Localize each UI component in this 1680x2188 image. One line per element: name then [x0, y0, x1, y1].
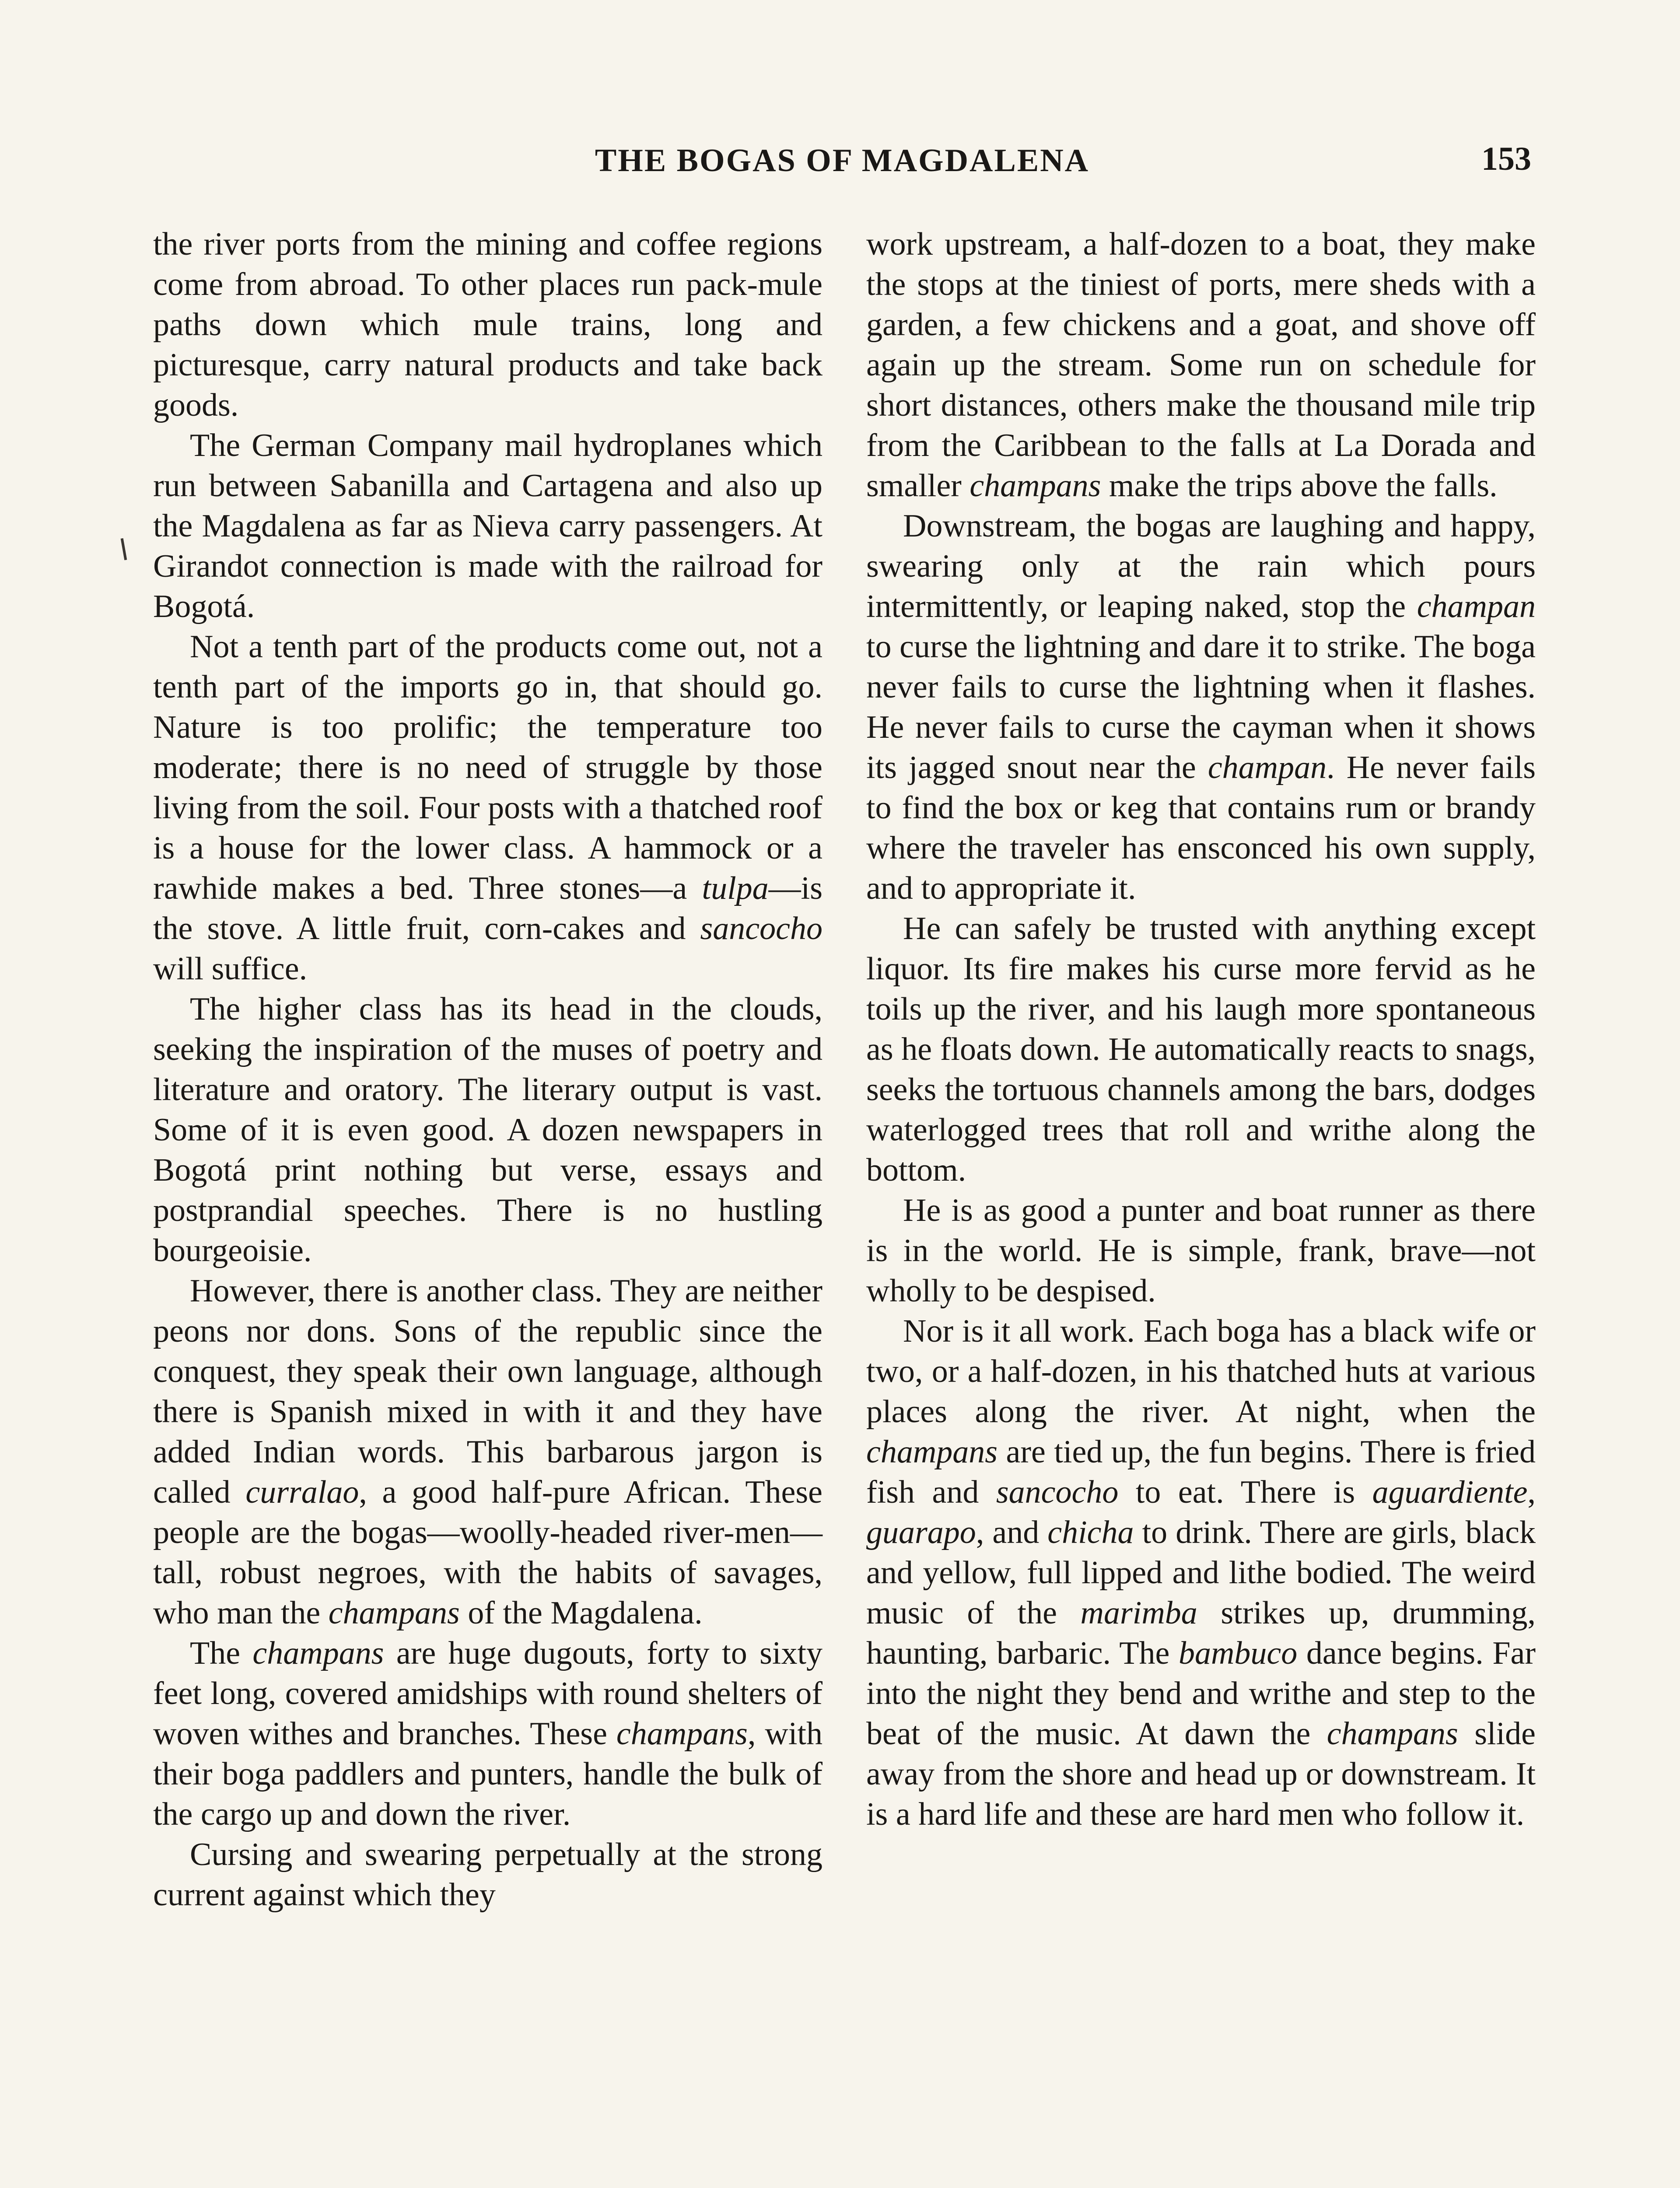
italic-term: bambuco	[1178, 1635, 1298, 1671]
text-run: are huge dugouts, forty to sixty feet long, covered amidships with round shelters of woven withes and branches. These	[153, 1635, 822, 1752]
italic-term: champans	[616, 1716, 748, 1752]
italic-term: sancocho	[996, 1474, 1119, 1510]
italic-term: aguardiente	[1372, 1474, 1528, 1510]
running-title: THE BOGAS OF MAGDALENA	[595, 142, 1090, 179]
paragraph	[153, 1834, 822, 1915]
italic-term: champans	[328, 1595, 460, 1631]
paragraph	[153, 989, 822, 1271]
paragraph	[866, 908, 1536, 1190]
paragraph	[866, 1311, 1536, 1834]
text-run: , a good half-pure African. These people are the bogas—woolly-headed river-men—tall, robust negroes, with the habits of savages, who man the	[153, 1474, 823, 1631]
text-run: will suffice.	[153, 951, 308, 987]
text-run: Nor is it all work. Each boga has a black wife or two, or a half-dozen, in his thatched huts at various places along the river. At night, when the	[866, 1313, 1536, 1430]
text-run: . He never fails to find the box or keg that contains rum or brandy where the traveler has ensconced his own supply, and to appropriate it.	[866, 750, 1536, 906]
text-run: The	[190, 1635, 253, 1671]
paragraph	[153, 224, 822, 425]
text-run: to eat. There is	[1118, 1474, 1372, 1510]
paragraph	[153, 425, 822, 627]
text-run: However, there is another class. They are neither peons nor dons. Sons of the republic since the conquest, they speak their own language, although there is Spanish mixed in with it and they have added Indian words. This barbarous jargon is called	[153, 1273, 822, 1510]
text-run: The higher class has its head in the clouds, seeking the inspiration of the muses of poetry and literature and oratory. The literary output is vast. Some of it is even good. A dozen newspapers in Bogotá print nothing but verse, essays and postprandial speeches. There is no hustling bourgeoisie.	[153, 991, 822, 1269]
text-run: of the Magdalena.	[459, 1595, 703, 1631]
paragraph	[866, 506, 1536, 908]
left-text-column	[153, 224, 822, 1915]
italic-term: chicha	[1047, 1515, 1134, 1550]
text-run: ,	[1527, 1474, 1536, 1510]
text-run: , and	[976, 1515, 1048, 1550]
paragraph	[866, 1190, 1536, 1311]
margin-mark	[121, 538, 127, 560]
italic-term: tulpa	[702, 870, 769, 906]
text-run: make the trips above the falls.	[1101, 468, 1498, 504]
page-number: 153	[1481, 140, 1531, 177]
text-run: dance begins. Far into the night they bend and writhe and step to the beat of the music. At dawn the	[866, 1635, 1536, 1752]
paragraph	[153, 1633, 822, 1834]
italic-term: marimba	[1080, 1595, 1197, 1631]
text-run: , with their boga paddlers and punters, handle the bulk of the cargo up and down the river.	[153, 1716, 822, 1832]
text-run: He can safely be trusted with anything except liquor. Its fire makes his curse more fervid as he toils up the river, and his laugh more spontaneous as he floats down. He automatically reacts to snags, seeks the tortuous channels among the bars, dodges waterlogged trees that roll and writhe along the bottom.	[866, 911, 1536, 1188]
text-run: slide away from the shore and head up or downstream. It is a hard life and these are hard men who follow it.	[866, 1716, 1536, 1832]
italic-term: champan	[1417, 589, 1536, 624]
text-run: work upstream, a half-dozen to a boat, they make the stops at the tiniest of ports, mere sheds with a garden, a few chickens and a goat, and shove off again up the stream. Some run on schedule for short distances, others make the thousand mile trip from the Caribbean to the falls at La Dorada and smaller	[866, 226, 1536, 504]
text-run: —is the stove. A little fruit, corn-cakes and	[153, 870, 822, 947]
paragraph	[866, 224, 1536, 506]
italic-term: champan	[1208, 750, 1327, 785]
text-run: Cursing and swearing perpetually at the strong current against which they	[153, 1837, 822, 1913]
italic-term: champans	[970, 468, 1101, 504]
text-run: strikes up, drumming, haunting, barbaric. The	[866, 1595, 1536, 1671]
text-run: Not a tenth part of the products come out, not a tenth part of the imports go in, that should go. Nature is too prolific; the temperature too moderate; there is no need of struggle by those living from the soil. Four posts with a thatched roof is a house for the lower class. A hammock or a rawhide makes a bed. Three stones—a	[153, 629, 822, 906]
italic-term: champans	[252, 1635, 384, 1671]
right-text-column	[866, 224, 1536, 1834]
text-run: the river ports from the mining and coffee regions come from abroad. To other places run pack-mule paths down which mule trains, long and picturesque, carry natural products and take back goods.	[153, 226, 822, 423]
italic-term: sancocho	[700, 911, 822, 947]
italic-term: guarapo	[866, 1515, 976, 1550]
paragraph	[153, 627, 822, 989]
text-run: Downstream, the bogas are laughing and happy, swearing only at the rain which pours intermittently, or leaping naked, stop the	[866, 508, 1536, 624]
italic-term: champans	[866, 1434, 998, 1470]
text-run: The German Company mail hydroplanes which run between Sabanilla and Cartagena and also up the Magdalena as far as Nieva carry passengers. At Girandot connection is made with the railroad for Bogotá.	[153, 428, 822, 624]
paragraph	[153, 1271, 822, 1633]
text-run: to curse the lightning and dare it to strike. The boga never fails to curse the lightning when it flashes. He never fails to curse the cayman when it shows its jagged snout near the	[866, 629, 1536, 785]
italic-term: champans	[1326, 1716, 1458, 1752]
text-run: He is as good a punter and boat runner as there is in the world. He is simple, frank, brave—not wholly to be despised.	[866, 1192, 1536, 1309]
text-run: to drink. There are girls, black and yellow, full lipped and lithe bodied. The weird music of the	[866, 1515, 1536, 1631]
text-run: are tied up, the fun begins. There is fried fish and	[866, 1434, 1536, 1510]
italic-term: curralao	[245, 1474, 359, 1510]
